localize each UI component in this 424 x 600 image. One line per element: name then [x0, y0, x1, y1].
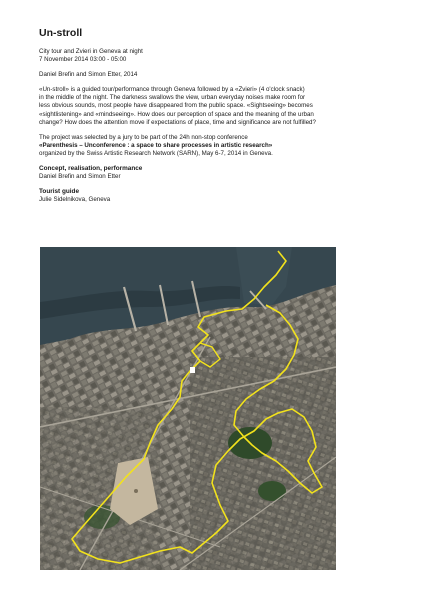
guide-name: Julie Sidelnikova, Geneva — [39, 196, 111, 204]
description-line: less obvious sounds, most people have disappeared from the public space. «Sightseeing» becomes — [39, 102, 313, 110]
conference-title: «Parenthesis – Unconference : a space to share processes in artistic research» — [39, 141, 273, 149]
project-line: The project was selected by a jury to be part of the 24h non-stop conference — [39, 133, 248, 141]
description-line: in the middle of the night. The darkness swallows the view, urban everyday noises make room for — [39, 94, 306, 102]
page-title: Un-stroll — [39, 27, 83, 39]
project-line: organized by the Swiss Artistic Research Network (SARN), May 6-7, 2014 in Geneva. — [39, 149, 273, 157]
document-page — [39, 27, 391, 211]
aerial-map — [40, 247, 336, 570]
concept-names: Daniel Brefin and Simon Etter — [39, 173, 121, 181]
description-line: «sightlistening» and «mindseeing». How does our perception of space and the meaning of the urban — [39, 110, 314, 118]
description-paragraph — [39, 86, 391, 126]
description-line: change? How does the attention move if expectations of place, time and significance are not fulfilled? — [39, 118, 316, 126]
event-subtitle: City tour and Zvieri in Geneva at night — [39, 48, 143, 55]
guide-section — [39, 188, 391, 204]
event-date: 7 November 2014 03:00 - 05:00 — [39, 56, 127, 64]
concept-heading: Concept, realisation, performance — [39, 165, 143, 173]
credit-text: Daniel Brefin and Simon Etter, 2014 — [39, 71, 138, 79]
event-info — [39, 48, 391, 64]
description-line: «Un-stroll» is a guided tour/performance through Geneva followed by a «Zvieri» (4 o'clock snack) — [39, 86, 305, 94]
credit-line — [39, 71, 391, 79]
guide-heading: Tourist guide — [39, 188, 79, 196]
aerial-map-image — [40, 247, 336, 570]
project-paragraph — [39, 134, 391, 158]
concept-section — [39, 165, 391, 181]
